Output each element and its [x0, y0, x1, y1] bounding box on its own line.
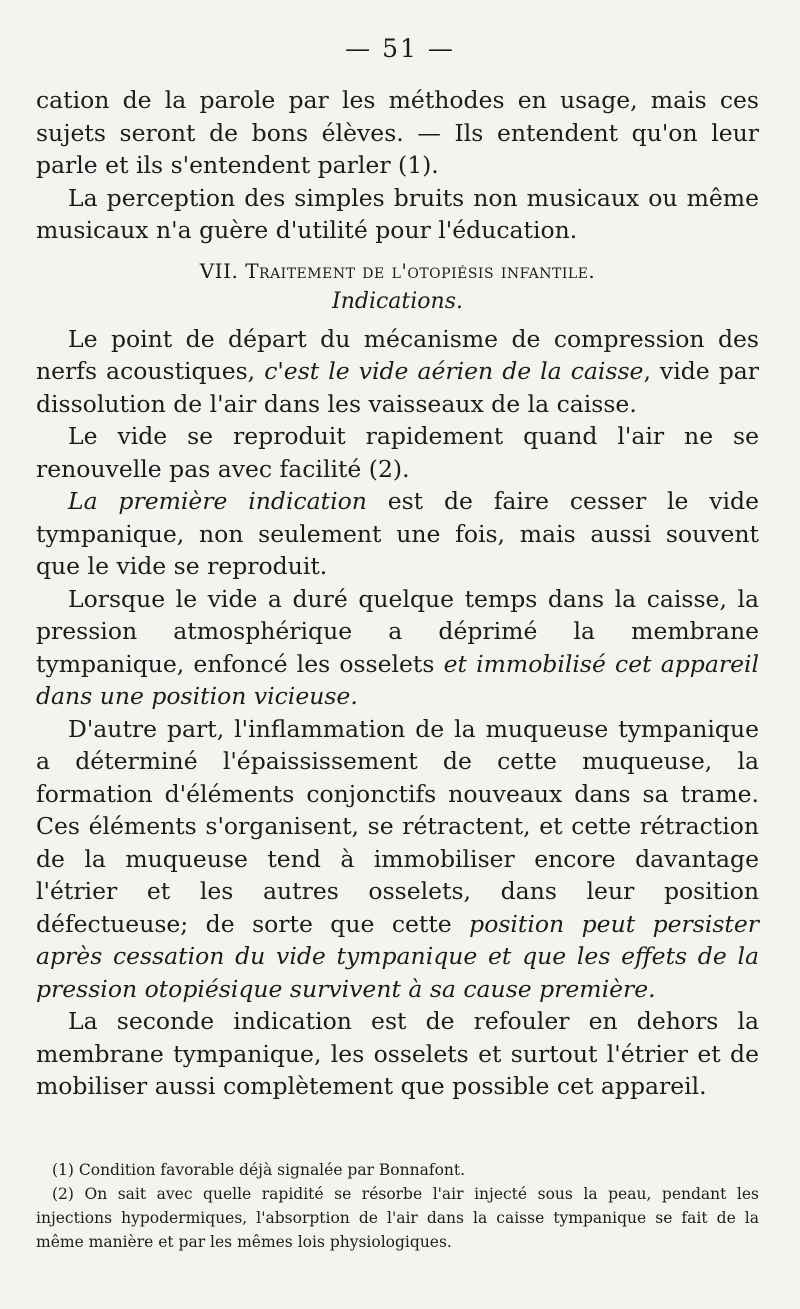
footnote-2: (2) On sait avec quelle rapidité se résorbe l'air injecté sous la peau, pendant les injections hypodermiques, l'absorption de l'air dans la caisse tympanique se fait de la même manière et par les mêmes lois physiologiques. — [36, 1185, 759, 1251]
paragraph-continuation: cation de la parole par les méthodes en usage, mais ces sujets seront de bons élèves. — Ils entendent qu'on leur parle et ils s'entendent parler (1). — [36, 86, 759, 179]
italic-run: position peut persister après cessation du vide tympanique et que les effets de la pression otopiésique survivent à sa cause première. — [36, 909, 759, 1003]
italic-run: La première indication — [68, 487, 367, 515]
italic-run: c'est le vide aérien de la caisse — [264, 357, 644, 385]
subheading-indications: Indications. — [332, 288, 463, 314]
paragraph-inflammation — [36, 713, 759, 1006]
paragraph-perception: La perception des simples bruits non musicaux ou même musicaux n'a guère d'utilité pour l'éducation. — [36, 183, 759, 244]
page-number: — 51 — — [345, 34, 455, 63]
paragraph-pression-atmospherique — [36, 583, 759, 713]
footnote-1: (1) Condition favorable déjà signalée par Bonnafont. — [52, 1161, 466, 1179]
paragraph-vide-reproduit: Le vide se reproduit rapidement quand l'air ne se renouvelle pas avec facilité (2). — [36, 422, 759, 483]
page-body — [36, 84, 759, 1103]
italic-run: et immobilisé cet appareil dans une position vicieuse. — [36, 649, 760, 710]
paragraph-seconde-indication: La seconde indication est de refouler en dehors la membrane tympanique, les osselets et surtout l'étrier et de mobiliser aussi complètement que possible cet appareil. — [36, 1007, 759, 1100]
text-run: D'autre part, l'inflammation de la muqueuse tympanique a déterminé l'épaississement de cette muqueuse, la formation d'éléments conjonctifs nouveaux dans sa trame. Ces éléments s'organisent, se rétractent, et cette rétraction de la muqueuse tend à immobiliser encore davantage l'étrier et les autres osselets, dans leur position défectueuse; de sorte que cette — [36, 714, 759, 938]
section-heading — [36, 255, 759, 287]
paragraph-premiere-indication — [36, 485, 759, 583]
text-run: est de faire cesser le vide tympanique, non seulement une fois, mais aussi souvent que le vide se reproduit. — [36, 487, 759, 580]
paragraph-point-de-depart — [36, 323, 759, 421]
text-run: , vide par dissolution de l'air dans les vaisseaux de la caisse. — [36, 357, 759, 418]
footnotes — [36, 1158, 759, 1254]
section-title: Traitement de l'otopiésis infantile. — [245, 258, 596, 283]
text-run: Le point de départ du mécanisme de compression des nerfs acoustiques, — [36, 324, 759, 385]
section-number: VII. — [199, 258, 239, 283]
text-run: Lorsque le vide a duré quelque temps dans la caisse, la pression atmosphérique a déprimé la membrane tympanique, enfoncé les osselets — [36, 584, 759, 678]
